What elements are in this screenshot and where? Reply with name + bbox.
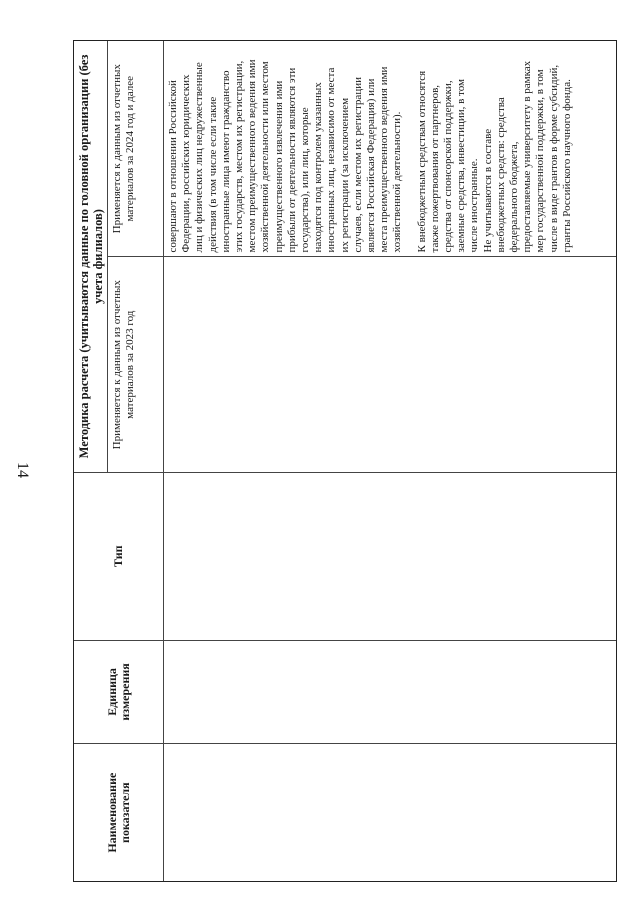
header-unit: Единица измерения — [74, 640, 164, 744]
header-type: Тип — [74, 472, 164, 640]
header-col-2024: Применяется к данным из отчетных материалов за 2024 год и далее — [111, 64, 136, 234]
method-2024-paragraph-1: совершают в отношении Российской Федерации, российских юридических лиц и физических лиц недружественные действия (в том числе если такие иностранные лица имеют гражданство этих государств, местом их регистрации, местом преимущественного ведения ими хозяйственной деятельности или местом преимущественного извлечения ими прибыли от деятельности являются эти государства), или лиц, которые находятся под контролем указанных иностранных лиц, независимо от места их регистрации (за исключением случаев, если местом их регистрации является Российская Федерация) или места преимущественного ведения ими хозяйственной деятельности). — [167, 59, 404, 253]
page-number: 14 — [14, 462, 31, 478]
header-col-2023: Применяется к данным из отчетных материалов за 2023 год — [108, 256, 163, 471]
methodology-table — [73, 40, 617, 882]
header-method-title: Методика расчета (учитываются данные по головной организации (без учета филиалов) — [74, 41, 108, 472]
cell-indicator-name — [164, 743, 616, 881]
cell-unit — [164, 640, 616, 744]
table-body-row — [164, 41, 616, 881]
cell-type — [164, 472, 616, 640]
header-method-subcolumns — [108, 41, 163, 472]
header-indicator-name: Наименование показателя — [74, 743, 164, 881]
header-method-group — [74, 41, 164, 472]
cell-method-2024 — [164, 41, 616, 257]
method-2024-paragraph-2: К внебюджетным средствам относятся также пожертвования от партнеров, средства от спонсорской поддержки, заемные средства, инвестиции, в том числе иностранные. Не учитываются в составе внебюджетных средств: средства федерального бюджета, предоставляемые университету в рамках мер государственной поддержки, в том числе в виде грантов в форме субсидий, гранты Российского научного фонда. — [415, 60, 573, 253]
table-header-row — [74, 41, 164, 881]
cell-method-2023 — [164, 257, 616, 472]
